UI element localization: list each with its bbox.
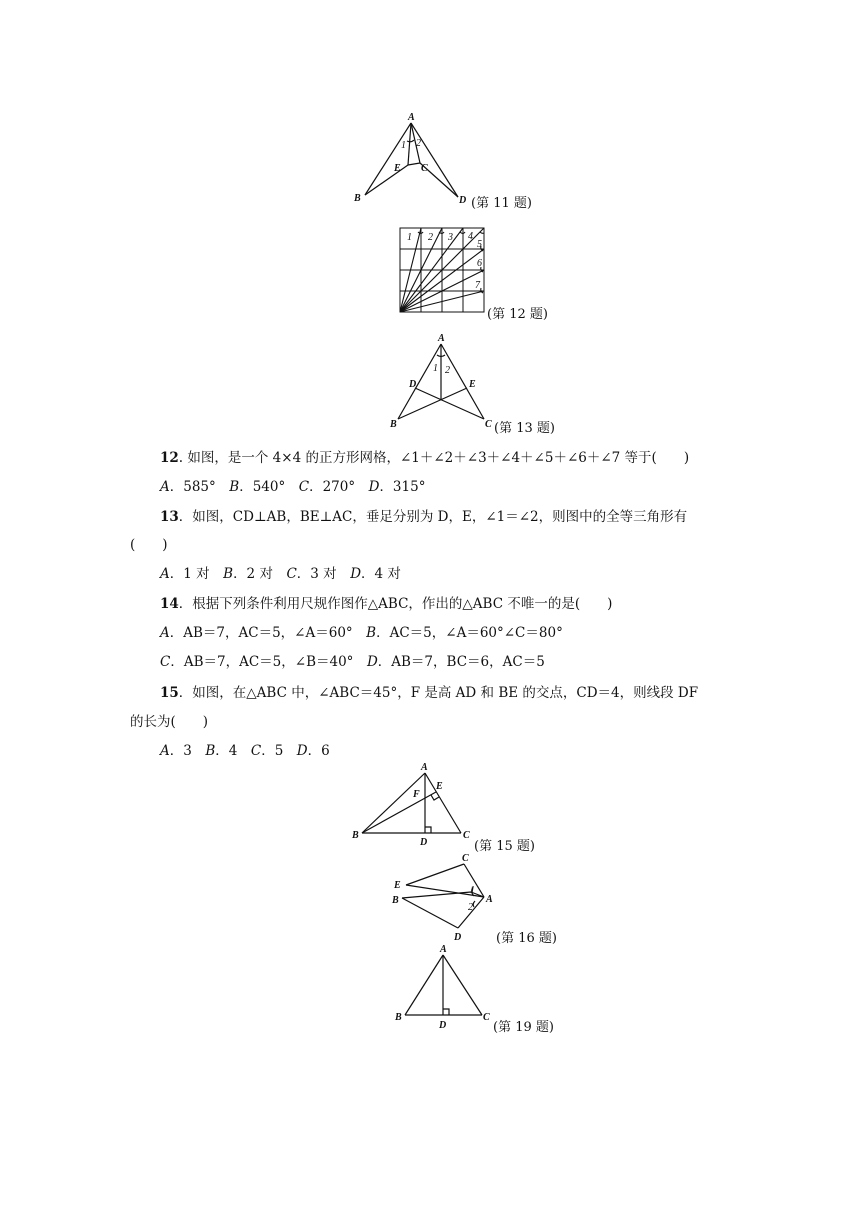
figure-15 bbox=[348, 760, 474, 852]
fig19-label-C: C bbox=[483, 1012, 490, 1023]
fig11-label-E: E bbox=[394, 163, 401, 174]
figure-12-caption: (第 12 题) bbox=[487, 307, 548, 322]
q12-option-B-text: ．540° bbox=[239, 479, 286, 495]
fig12-angle-1: 1 bbox=[407, 232, 412, 243]
q14-option-C-text: ．AB＝7，AC＝5，∠B＝40° bbox=[170, 654, 354, 670]
question-15-options bbox=[160, 741, 330, 761]
question-15-number: 15 bbox=[160, 685, 179, 701]
figure-16-diagram bbox=[390, 849, 498, 945]
figure-13 bbox=[388, 331, 500, 435]
figure-11 bbox=[350, 108, 470, 208]
question-13-options bbox=[160, 564, 401, 584]
q12-option-D-text: ．315° bbox=[379, 479, 426, 495]
question-15-text-line1: ．如图，在△ABC 中，∠ABC＝45°，F 是高 AD 和 BE 的交点，CD＝4，则线段 DF bbox=[178, 685, 699, 701]
figure-12 bbox=[398, 227, 490, 319]
fig12-angle-2: 2 bbox=[428, 232, 433, 243]
figure-19-diagram bbox=[390, 943, 494, 1033]
figure-11-diagram bbox=[350, 108, 470, 208]
question-14-text: ．根据下列条件利用尺规作图作△ABC，作出的△ABC 不唯一的是( ) bbox=[178, 596, 613, 612]
q15-option-D-text: ．6 bbox=[307, 743, 330, 759]
figure-16 bbox=[390, 849, 498, 945]
q12-option-B-letter: B bbox=[229, 479, 240, 495]
question-15 bbox=[160, 683, 698, 703]
q15-option-A-letter: A bbox=[160, 743, 170, 759]
fig11-label-A: A bbox=[408, 112, 415, 123]
q15-option-B-letter: B bbox=[205, 743, 216, 759]
q13-option-D-text: ．4 对 bbox=[361, 566, 401, 582]
question-13 bbox=[160, 507, 687, 527]
figure-13-caption: (第 13 题) bbox=[494, 421, 555, 436]
fig16-label-E: E bbox=[394, 880, 401, 891]
q15-option-C-text: ．5 bbox=[261, 743, 284, 759]
question-14-options-row2 bbox=[160, 652, 545, 672]
q13-option-A-letter: A bbox=[160, 566, 170, 582]
fig13-label-A: A bbox=[438, 333, 445, 344]
q12-option-A-letter: A bbox=[160, 479, 170, 495]
q14-option-C-letter: C bbox=[160, 654, 171, 670]
q15-option-C-letter: C bbox=[250, 743, 262, 759]
fig19-label-A: A bbox=[440, 944, 447, 955]
fig19-label-D: D bbox=[439, 1020, 447, 1031]
q13-option-B-letter: B bbox=[223, 566, 234, 582]
fig12-angle-3: 3 bbox=[448, 232, 453, 243]
fig12-angle-5: 5 bbox=[477, 239, 482, 250]
q13-option-A-text: ．1 对 bbox=[169, 566, 210, 582]
q12-option-C-letter: C bbox=[298, 479, 310, 495]
q15-option-D-letter: D bbox=[296, 743, 308, 759]
q12-option-C-text: ．270° bbox=[309, 479, 356, 495]
fig13-label-D: D bbox=[409, 379, 417, 390]
fig19-label-B: B bbox=[395, 1012, 402, 1023]
fig12-angle-4: 4 bbox=[468, 231, 473, 242]
question-13-text-line2: ( ) bbox=[130, 537, 168, 553]
fig16-angle-1: 1 bbox=[470, 885, 475, 896]
fig15-label-C: C bbox=[463, 830, 470, 841]
fig15-label-D: D bbox=[420, 837, 428, 848]
figure-12-grid-diagram bbox=[398, 227, 490, 319]
fig16-label-D: D bbox=[454, 932, 462, 943]
fig15-label-F: F bbox=[413, 789, 420, 800]
question-14-number: 14 bbox=[160, 596, 179, 612]
figure-13-diagram bbox=[388, 331, 500, 435]
q12-option-A-text: ．585° bbox=[169, 479, 216, 495]
question-14-options-row1 bbox=[160, 623, 563, 643]
figure-11-caption: (第 11 题) bbox=[471, 196, 532, 211]
q13-option-C-letter: C bbox=[286, 566, 297, 582]
question-14 bbox=[160, 594, 612, 614]
fig11-label-C: C bbox=[421, 163, 428, 174]
figure-15-diagram bbox=[348, 760, 474, 852]
fig13-label-B: B bbox=[390, 419, 397, 430]
question-13-text-line1: ．如图，CD⊥AB，BE⊥AC，垂足分别为 D，E，∠1＝∠2，则图中的全等三角形有 bbox=[178, 509, 688, 525]
q15-option-A-text: ．3 bbox=[169, 743, 192, 759]
question-12-options bbox=[160, 477, 425, 497]
question-12-number: 12 bbox=[160, 450, 179, 466]
fig13-label-E: E bbox=[469, 379, 476, 390]
fig16-label-A: A bbox=[486, 894, 493, 905]
q13-option-C-text: ．3 对 bbox=[296, 566, 337, 582]
fig11-label-D: D bbox=[459, 195, 467, 206]
fig15-label-E: E bbox=[436, 781, 443, 792]
question-13-number: 13 bbox=[160, 509, 179, 525]
q14-option-A-text: ．AB＝7，AC＝5，∠A＝60° bbox=[169, 625, 353, 641]
q14-option-D-text: ．AB＝7，BC＝6，AC＝5 bbox=[377, 654, 545, 670]
question-12 bbox=[160, 448, 689, 468]
fig13-angle-2: 2 bbox=[445, 365, 450, 376]
q13-option-B-text: ．2 对 bbox=[233, 566, 273, 582]
question-12-text: . 如图，是一个 4×4 的正方形网格，∠1＋∠2＋∠3＋∠4＋∠5＋∠6＋∠7 等于( ) bbox=[178, 450, 690, 466]
fig12-angle-7: 7 bbox=[475, 280, 480, 291]
figure-16-caption: (第 16 题) bbox=[496, 931, 557, 946]
fig11-angle-2: 2 bbox=[416, 138, 421, 149]
fig12-angle-6: 6 bbox=[477, 258, 482, 269]
q12-option-D-letter: D bbox=[368, 479, 380, 495]
figure-15-caption: (第 15 题) bbox=[474, 839, 535, 854]
fig15-label-A: A bbox=[421, 762, 428, 773]
q14-option-B-letter: B bbox=[366, 625, 377, 641]
q14-option-D-letter: D bbox=[366, 654, 378, 670]
fig13-angle-1: 1 bbox=[433, 363, 438, 374]
q14-option-B-text: ．AC＝5，∠A＝60°∠C＝80° bbox=[376, 625, 563, 641]
q13-option-D-letter: D bbox=[350, 566, 362, 582]
q15-option-B-text: ．4 bbox=[215, 743, 238, 759]
fig16-angle-2: 2 bbox=[468, 902, 473, 913]
fig16-label-C: C bbox=[462, 853, 469, 864]
q14-option-A-letter: A bbox=[160, 625, 170, 641]
fig11-angle-1: 1 bbox=[401, 140, 406, 151]
figure-19-caption: (第 19 题) bbox=[493, 1020, 554, 1035]
fig11-label-B: B bbox=[354, 193, 361, 204]
fig15-label-B: B bbox=[352, 830, 359, 841]
question-15-text-line2: 的长为( ) bbox=[130, 714, 209, 730]
figure-19 bbox=[390, 943, 494, 1033]
fig16-label-B: B bbox=[392, 895, 399, 906]
fig13-label-C: C bbox=[485, 419, 492, 430]
